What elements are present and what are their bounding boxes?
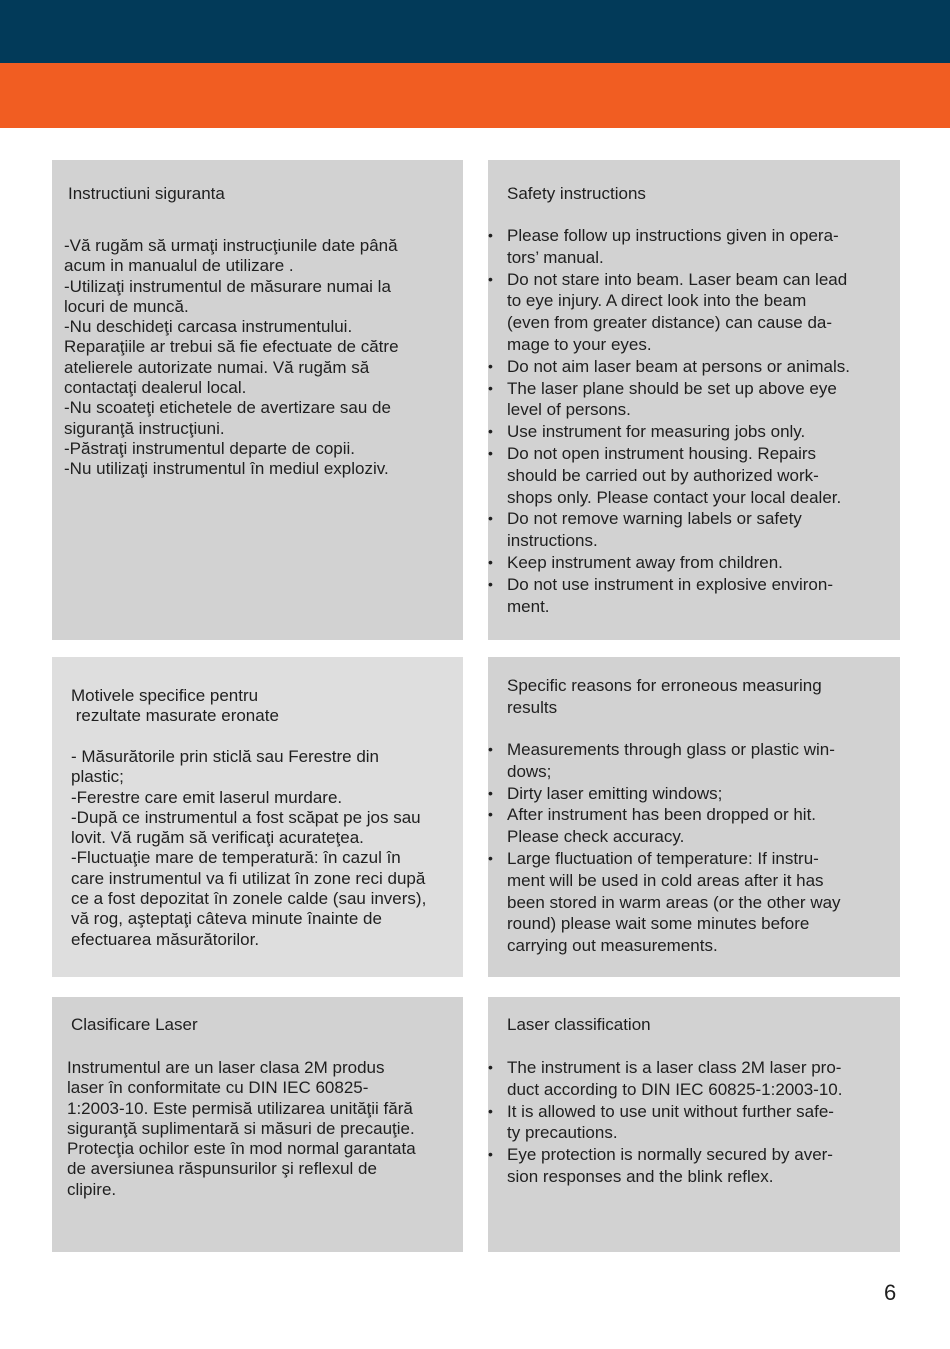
laser-ro-title: Clasificare Laser <box>71 1015 198 1034</box>
text-line: -Fluctuaţie mare de temperatură: în cazul în <box>71 848 401 868</box>
errors-en-box <box>488 657 900 977</box>
text-line: ce a fost depozitat în zonele calde (sau invers), <box>71 889 427 909</box>
text-line: vă rog, aşteptaţi câteva minute înainte de <box>71 909 382 929</box>
safety-ro-title: Instructiuni siguranta <box>68 184 225 203</box>
list-item: • Eye protection is normally secured by aver- sion responses and the blink reflex. <box>488 1144 896 1188</box>
list-item: • The laser plane should be set up above eye level of persons. <box>488 378 896 422</box>
text-line: -Păstraţi instrumentul departe de copii. <box>64 438 356 458</box>
text-line: -Nu deschideţi carcasa instrumentului. <box>64 317 353 337</box>
page-number: 6 <box>884 1280 897 1305</box>
text-line: siguranţă suplimentară si măsuri de precauţie. <box>67 1118 415 1138</box>
text-line: siguranţă instrucţiuni. <box>64 418 225 438</box>
text-line: acum in manualul de utilizare . <box>64 256 294 276</box>
text-line: -După ce instrumentul a fost scăpat pe jos sau <box>71 807 421 827</box>
text-line: - Măsurătorile prin sticlă sau Ferestre din <box>71 747 380 766</box>
laser-ro-body <box>67 1058 459 1200</box>
header-band-dark <box>0 0 950 63</box>
list-item: • Use instrument for measuring jobs only. <box>488 421 896 443</box>
laser-en-title: Laser classification <box>507 1015 651 1034</box>
list-item: • Do not use instrument in explosive environ- ment. <box>488 574 896 618</box>
list-item: • Large fluctuation of temperature: If instru- ment will be used in cold areas after it has been stored in warm areas (or the other way round) please wait some minutes before carrying out measurements. <box>488 848 896 957</box>
text-line: laser în conformitate cu DIN IEC 60825- <box>67 1078 369 1098</box>
text-line: -Nu utilizaţi instrumentul în mediul exploziv. <box>64 459 389 479</box>
list-item: • After instrument has been dropped or hit. Please check accuracy. <box>488 804 896 848</box>
safety-en-box <box>488 160 900 640</box>
text-line: lovit. Vă rugăm să verificaţi acurateţea. <box>71 828 364 848</box>
errors-ro-box <box>52 657 463 977</box>
text-line: care instrumentul va fi utilizat în zone reci după <box>71 868 426 888</box>
list-item: • Do not aim laser beam at persons or animals. <box>488 356 896 378</box>
text-line: locuri de muncă. <box>64 296 189 316</box>
list-item: • Do not remove warning labels or safety instructions. <box>488 508 896 552</box>
list-item: • Measurements through glass or plastic win- dows; <box>488 739 896 783</box>
safety-en-list <box>488 225 896 617</box>
text-line: Protecţia ochilor este în mod normal garantata <box>67 1139 416 1159</box>
list-item: • Please follow up instructions given in opera- tors’ manual. <box>488 225 896 269</box>
list-item: • It is allowed to use unit without further safe- ty precautions. <box>488 1101 896 1145</box>
safety-ro-box <box>52 160 463 640</box>
text-line: efectuarea măsurătorilor. <box>71 929 260 949</box>
laser-en-list <box>488 1057 896 1188</box>
laser-ro-box <box>52 997 463 1252</box>
text-line: atelierele autorizate numai. Vă rugăm să <box>64 357 370 377</box>
text-line: -Nu scoateţi etichetele de avertizare sau de <box>64 398 391 418</box>
errors-ro-title: Motivele specifice pentru rezultate masurate eronate <box>71 686 279 726</box>
safety-en-title: Safety instructions <box>507 184 646 203</box>
text-line: Instrumentul are un laser clasa 2M produs <box>67 1058 385 1077</box>
text-line: -Vă rugăm să urmaţi instrucţiunile date până <box>64 236 398 255</box>
text-line: contactaţi dealerul local. <box>64 378 247 398</box>
list-item: • Dirty laser emitting windows; <box>488 783 896 805</box>
header-band-orange <box>0 63 950 128</box>
safety-ro-body <box>64 236 459 480</box>
text-line: clipire. <box>67 1179 117 1199</box>
text-line: Reparaţiile ar trebui să fie efectuate de către <box>64 337 399 357</box>
laser-en-box <box>488 997 900 1252</box>
list-item: • Do not stare into beam. Laser beam can lead to eye injury. A direct look into the beam (even from greater distance) can cause da- mage to your eyes. <box>488 269 896 356</box>
list-item: • Keep instrument away from children. <box>488 552 896 574</box>
text-line: plastic; <box>71 767 124 787</box>
text-line: de aversiunea răspunsurilor şi reflexul de <box>67 1159 377 1179</box>
list-item: • The instrument is a laser class 2M laser pro- duct according to DIN IEC 60825-1:2003-10. <box>488 1057 896 1101</box>
text-line: -Ferestre care emit laserul murdare. <box>71 787 343 807</box>
list-item: • Do not open instrument housing. Repairs should be carried out by authorized work- shops only. Please contact your local dealer. <box>488 443 896 508</box>
errors-en-title: Specific reasons for erroneous measuring results <box>507 676 822 717</box>
text-line: -Utilizaţi instrumentul de măsurare numai la <box>64 276 391 296</box>
errors-ro-body <box>71 747 461 950</box>
text-line: 1:2003-10. Este permisă utilizarea unităţii fără <box>67 1098 413 1118</box>
errors-en-list <box>488 739 896 957</box>
